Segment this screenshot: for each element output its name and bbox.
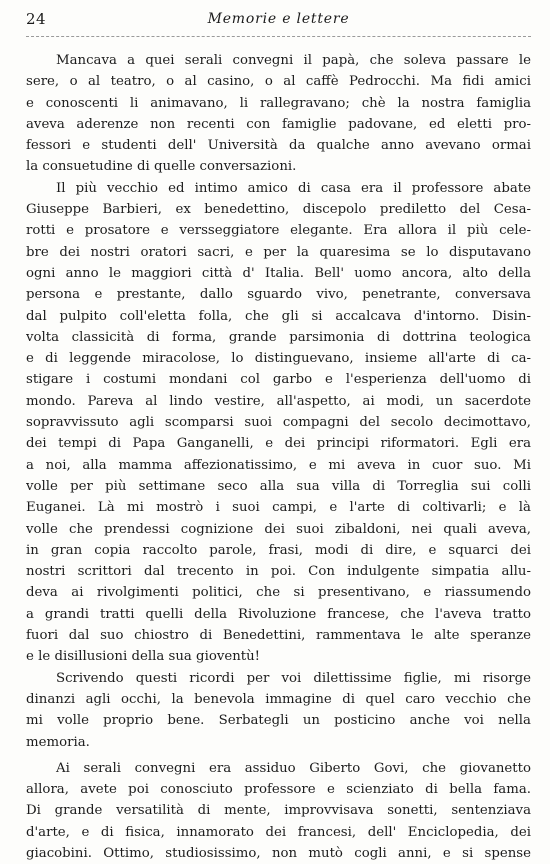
- running-title: Memorie e lettere: [207, 11, 350, 27]
- page-number: 24: [26, 10, 47, 28]
- text-line: volta classicità di forma, grande parsimonia di dottrina teologica: [26, 329, 531, 345]
- text-line: deva ai rivolgimenti politici, che si presentivano, e riassumendo: [26, 585, 531, 601]
- text-line: persona e prestante, dallo sguardo vivo, penetrante, conversava: [26, 287, 531, 303]
- paragraph: [26, 50, 531, 178]
- text-line: Mancava a quei serali convegni il papà, che soleva passare le: [56, 53, 531, 68]
- text-line: mi volle proprio bene. Serbategli un posticino anche voi nella: [26, 713, 531, 729]
- text-line: sopravvissuto agli scomparsi suoi compagni del secolo decimottavo,: [26, 415, 531, 431]
- header-divider: [26, 36, 531, 37]
- text-line: bre dei nostri oratori sacri, e per la quaresima se lo disputavano: [26, 244, 531, 260]
- text-line: fuori dal suo chiostro di Benedettini, rammentava le alte speranze: [26, 628, 531, 644]
- text-line: e le disillusioni della sua gioventù!: [26, 649, 261, 665]
- text-line: dinanzi agli occhi, la benevola immagine di quel caro vecchio che: [26, 691, 531, 707]
- text-line: la consuetudine di quelle conversazioni.: [26, 159, 297, 175]
- text-line: aveva aderenze non recenti con famiglie padovane, ed eletti pro-: [26, 116, 531, 132]
- text-line: a noi, alla mamma affezionatissimo, e mi aveva in cuor suo. Mi: [26, 457, 531, 473]
- paragraph: [26, 668, 531, 753]
- text-line: memoria.: [26, 734, 90, 750]
- paragraph: [26, 178, 531, 668]
- text-line: fessori e studenti dell' Università da qualche anno avevano ormai: [26, 138, 531, 154]
- page-header: [26, 10, 531, 36]
- text-line: d'arte, e di fisica, innamorato dei francesi, dell' Enciclopedia, dei: [26, 824, 531, 840]
- text-line: mondo. Pareva al lindo vestire, all'aspetto, ai modi, un sacerdote: [26, 393, 531, 409]
- text-line: dei tempi di Papa Ganganelli, e dei principi riformatori. Egli era: [26, 436, 531, 452]
- text-line: stigare i costumi mondani col garbo e l'esperienza dell'uomo di: [26, 372, 531, 388]
- body-text: [26, 50, 531, 864]
- text-line: in gran copia raccolto parole, frasi, modi di dire, e squarci dei: [26, 542, 531, 558]
- text-line: sere, o al teatro, o al casino, o al caffè Pedrocchi. Ma fidi amici: [26, 74, 531, 90]
- paragraph: [26, 758, 531, 864]
- text-line: Scrivendo questi ricordi per voi dilettissime figlie, mi risorge: [56, 670, 531, 686]
- text-line: Di grande versatilità di mente, improvvisava sonetti, sentenziava: [26, 803, 531, 819]
- text-line: dal pulpito coll'eletta folla, che gli si accalcava d'intorno. Disin-: [26, 308, 531, 324]
- text-line: volle che prendessi cognizione dei suoi zibaldoni, nei quali aveva,: [26, 521, 531, 537]
- text-line: nostri scrittori dal trecento in poi. Con indulgente simpatia allu-: [26, 564, 531, 580]
- text-line: Giuseppe Barbieri, ex benedettino, discepolo prediletto del Cesa-: [26, 202, 531, 218]
- text-line: e di leggende miracolose, lo distinguevano, insieme all'arte di ca-: [26, 351, 531, 367]
- text-line: a grandi tratti quelli della Rivoluzione francese, che l'aveva tratto: [26, 606, 531, 622]
- text-line: Il più vecchio ed intimo amico di casa era il professore abate: [56, 180, 531, 196]
- text-line: giacobini. Ottimo, studiosissimo, non mutò cogli anni, e si spense: [26, 845, 531, 861]
- text-line: Ai serali convegni era assiduo Giberto Govi, che giovanetto: [56, 760, 531, 776]
- text-line: ogni anno le maggiori città d' Italia. Bell' uomo ancora, alto della: [26, 265, 531, 281]
- text-line: volle per più settimane seco alla sua villa di Torreglia sui colli: [26, 478, 531, 494]
- text-line: rotti e prosatore e versseggiatore elegante. Era allora il più cele-: [26, 223, 531, 239]
- text-line: Euganei. Là mi mostrò i suoi campi, e l'arte di coltivarli; e là: [26, 500, 531, 516]
- text-line: allora, avete poi conosciuto professore e scienziato di bella fama.: [26, 782, 531, 798]
- text-line: e conoscenti li animavano, li rallegravano; chè la nostra famiglia: [26, 95, 531, 111]
